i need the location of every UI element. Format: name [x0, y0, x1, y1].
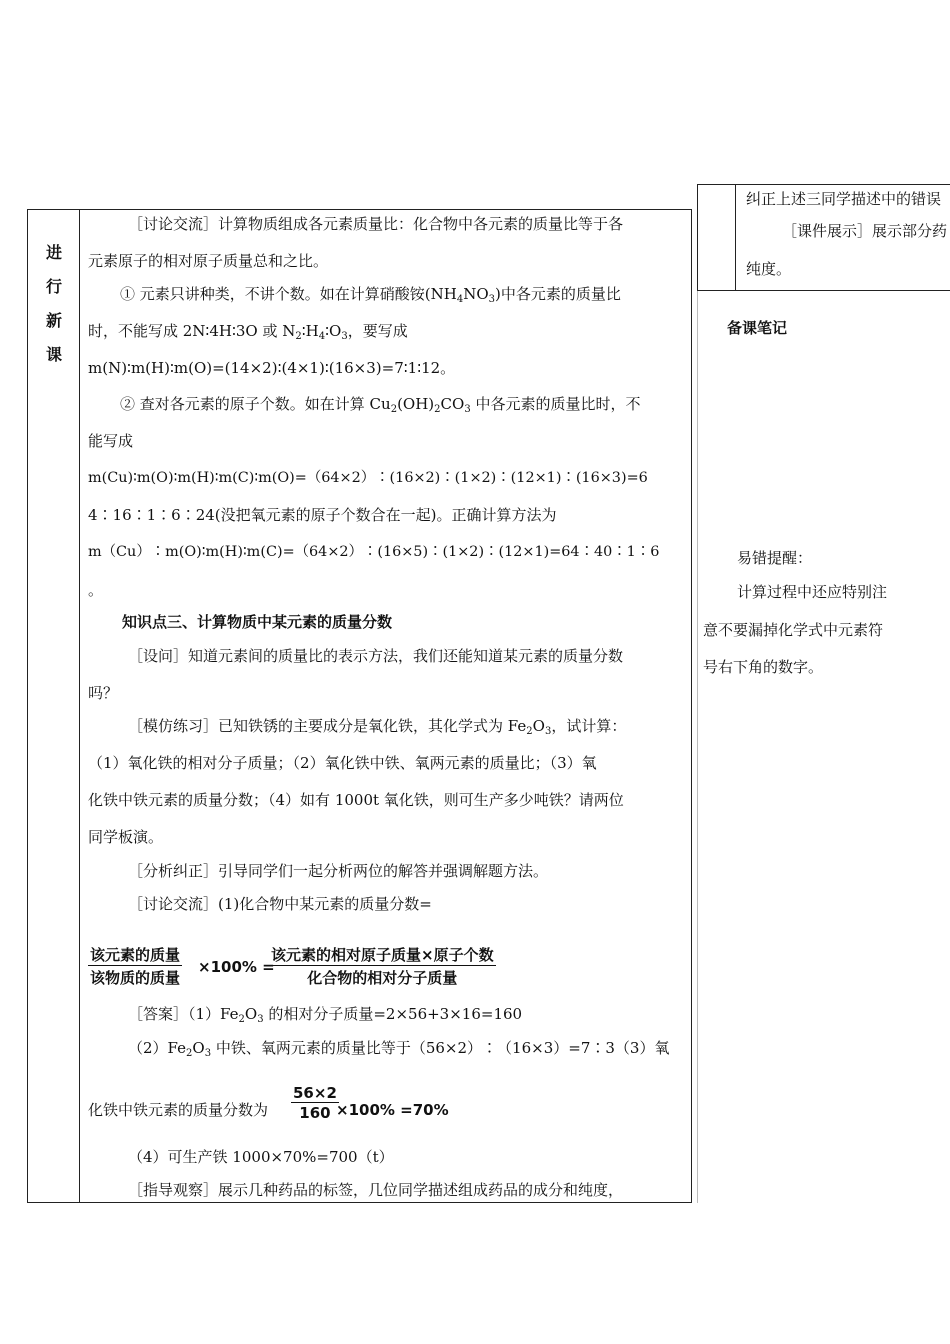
paragraph-line: ［讨论交流］计算物质组成各元素质量比：化合物中各元素的质量比等于各 — [128, 215, 624, 233]
paragraph-line: 吗？ — [88, 684, 119, 702]
section-heading: 知识点三、计算物质中某元素的质量分数 — [122, 613, 393, 631]
section-label-char: 行 — [45, 277, 62, 296]
paragraph-line: 元素原子的相对原子质量总和之比。 — [88, 252, 329, 270]
paragraph-line: ① 元素只讲种类，不讲个数。如在计算硝酸铵$(NH_4NO_3)$中各元素的质量比 — [120, 285, 621, 305]
fraction-denominator: 化合物的相对分子质量 — [269, 965, 496, 988]
paragraph-line: ［模仿练习］已知铁锈的主要成分是氧化铁，其化学式为 $Fe_2O_3$，试计算： — [128, 717, 627, 737]
answer-line: ［答案$](1)Fe_2O_3$ 的相对分子质量=2×56+3×16=160 — [128, 1005, 523, 1025]
formula-line: m(Cu)∶m(O)∶m(H)∶m(C)∶m(O)=（64×2）∶(16×2)∶(1×2)∶(12×1)∶(16×3)=6 — [88, 470, 648, 486]
formula-operator: ×100% = — [198, 958, 275, 976]
section-label-char: 进 — [45, 243, 62, 262]
lesson-table — [27, 209, 692, 1203]
section-label-cell — [28, 210, 80, 1202]
fraction-numerator: 该元素的相对原子质量×原子个数 — [271, 946, 494, 964]
side-box-line-2: ［课件展示］展示部分药 — [782, 222, 948, 240]
paragraph-line: ［分析纠正］引导同学们一起分析两位的解答并强调解题方法。 — [128, 862, 549, 880]
paragraph-line: 时，不能写成 2N∶4H∶3O 或 $N_2∶H_4∶O_3$，要写成 — [88, 322, 408, 342]
fraction-numerator: 该元素的质量 — [90, 946, 181, 964]
paragraph-line: ［讨论交流］(1)化合物中某元素的质量分数= — [128, 895, 432, 913]
warning-line-2: 意不要漏掉化学式中元素符 — [703, 621, 884, 639]
fraction-denominator: 该物质的质量 — [88, 965, 182, 988]
warning-title: 易错提醒： — [737, 549, 813, 567]
formula-line: m（Cu）∶m(O)∶m(H)∶m(C)=（64×2）∶(16×5)∶(1×2)∶(12×1)=64∶40∶1∶6 — [88, 544, 660, 560]
fraction-element-ratio — [88, 944, 182, 988]
warning-line-1: 计算过程中还应特别注 — [737, 583, 888, 601]
warning-line-3: 号右下角的数字。 — [703, 658, 824, 676]
formula-line: m(N)∶m(H)∶m(O)=(14×2)∶(4×1)∶(16×3)=7∶1∶12。 — [88, 359, 456, 377]
fraction-denominator: 160 — [291, 1102, 339, 1122]
paragraph-line: 同学板演。 — [88, 828, 164, 846]
side-box-line-1: 纠正上述三同学描述中的错误 — [746, 190, 942, 208]
paragraph-line: 化铁中铁元素的质量分数；（4）如有 1000t 氧化铁，则可生产多少吨铁？请两位 — [88, 791, 624, 809]
side-box — [697, 184, 950, 291]
answer-line: $(2)Fe_2O_3$ 中铁、氧两元素的质量比等于（56×2）∶（16×3）=7∶3（3）氧 — [128, 1039, 670, 1059]
fraction-numerator: 56×2 — [293, 1084, 337, 1102]
paragraph-line: （1）氧化铁的相对分子质量；（2）氧化铁中铁、氧两元素的质量比；（3）氧 — [88, 754, 597, 772]
side-box-label-cell — [698, 185, 736, 290]
paragraph-line: 能写成 — [88, 432, 134, 450]
side-box-line-3: 纯度。 — [746, 260, 792, 278]
paragraph-line: ② 查对各元素的原子个数。如在计算 $Cu_2(OH)_2CO_3$ 中各元素的质量比时，不 — [120, 395, 641, 415]
paragraph-line: 4∶16∶1∶6∶24(没把氧元素的原子个数合在一起)。正确计算方法为 — [88, 506, 557, 524]
paragraph-line: 。 — [88, 581, 104, 599]
paragraph-line: ［设问］知道元素间的质量比的表示方法，我们还能知道某元素的质量分数 — [128, 647, 624, 665]
notes-title: 备课笔记 — [727, 319, 788, 337]
answer-line: （4）可生产铁 1000×70%=700（t） — [128, 1148, 394, 1166]
fraction-iron-share — [291, 1084, 339, 1122]
section-label-char: 课 — [45, 345, 62, 364]
paragraph-line: ［指导观察］展示几种药品的标签，几位同学描述组成药品的成分和纯度， — [128, 1181, 624, 1199]
answer-line: 化铁中铁元素的质量分数为 — [88, 1101, 269, 1119]
section-label-char: 新 — [45, 311, 62, 330]
notes-column-divider — [697, 291, 698, 1203]
fraction-atomic-ratio — [269, 944, 496, 988]
formula-result: ×100% =70% — [336, 1101, 449, 1119]
